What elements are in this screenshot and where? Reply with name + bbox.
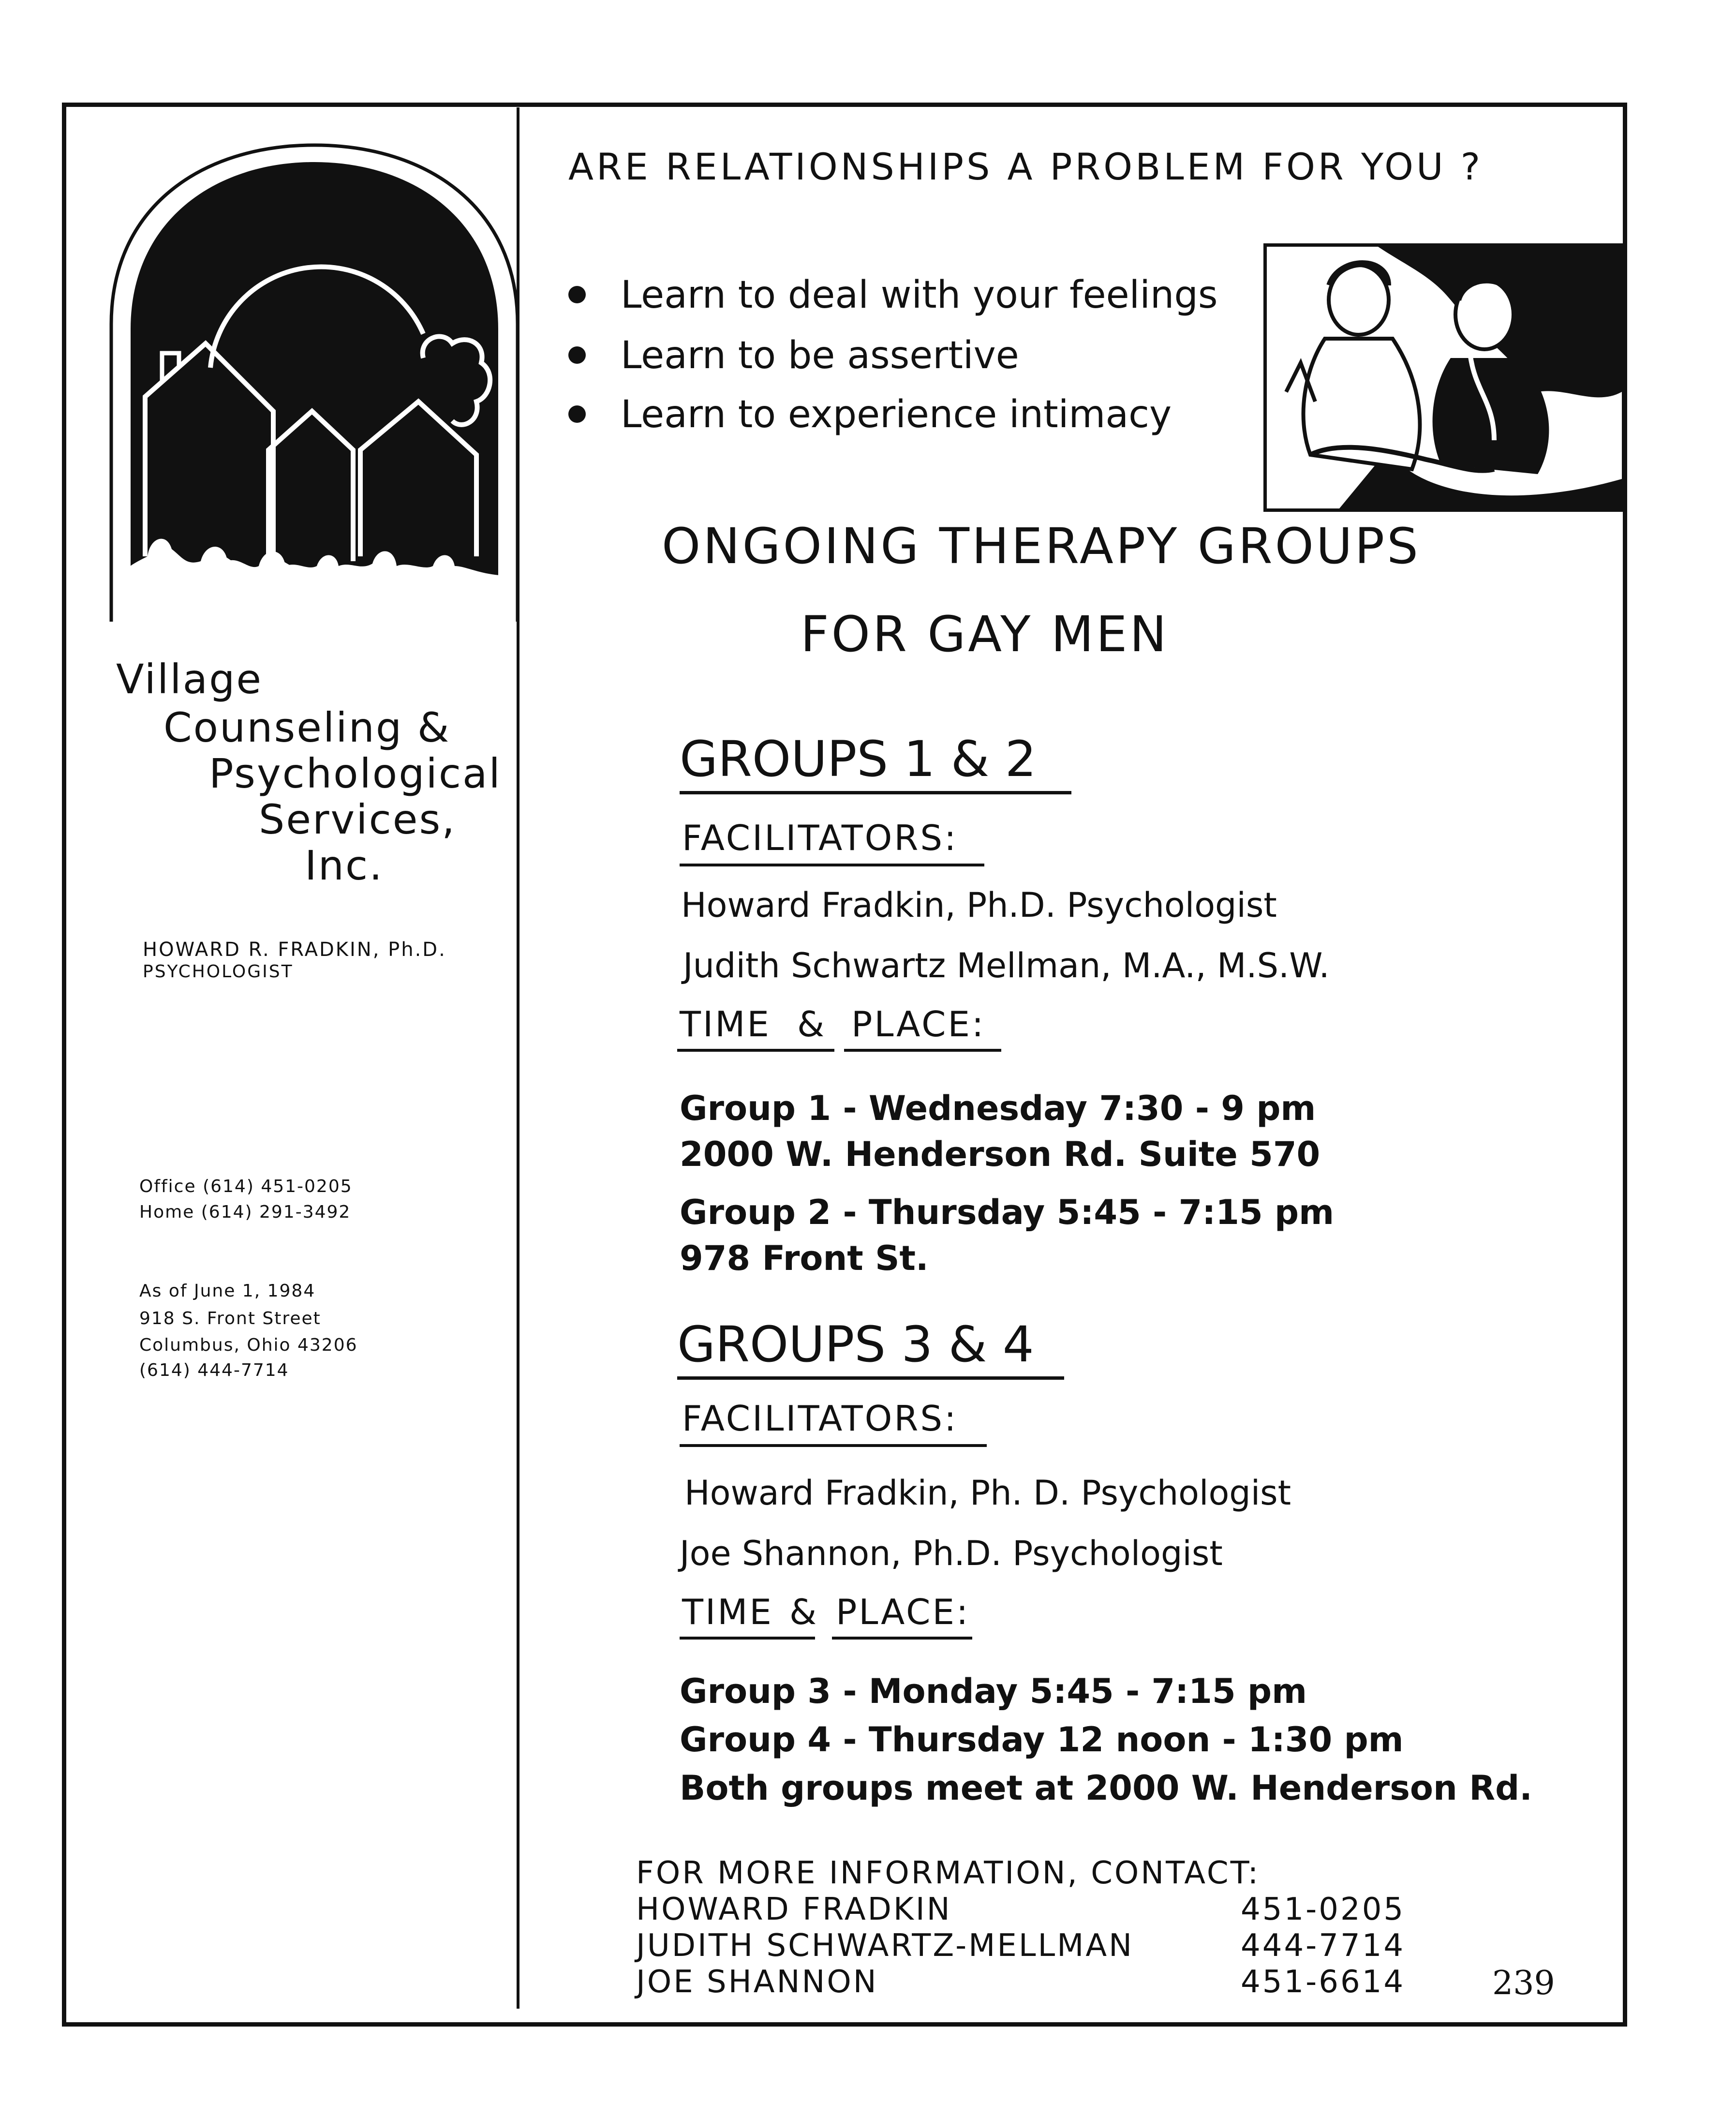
contact-name: JUDITH SCHWARTZ-MELLMAN [636,1928,1134,1964]
time-label: TIME [680,1004,771,1044]
org-name-line-5: Inc. [305,842,384,889]
org-name-line-4: Services, [259,796,456,843]
schedule-line: Group 3 - Monday 5:45 - 7:15 pm [680,1671,1307,1711]
facilitator-name: Howard Fradkin, Ph.D. Psychologist [681,885,1277,925]
contact-name: HOWARD FRADKIN [636,1892,952,1927]
schedule-line: Both groups meet at 2000 W. Henderson Rd. [680,1768,1532,1808]
schedule-line: 978 Front St. [680,1238,929,1278]
bullet-text: Learn to deal with your feelings [621,273,1218,317]
label-underline [832,1637,972,1640]
contact-phone: 451-6614 [1241,1964,1406,2000]
bullet-item [568,334,1019,377]
facilitator-name: Howard Fradkin, Ph. D. Psychologist [684,1473,1291,1513]
bullet-item [568,393,1172,436]
facilitator-name: Joe Shannon, Ph.D. Psychologist [680,1534,1223,1573]
heading-underline [677,1376,1064,1380]
place-label: PLACE: [851,1004,986,1044]
title-line-2: FOR GAY MEN [801,606,1169,663]
bullet-text: Learn to be assertive [621,334,1019,377]
schedule-line: 2000 W. Henderson Rd. Suite 570 [680,1134,1321,1174]
contact-name: JOE SHANNON [636,1964,878,2000]
label-underline [680,864,984,866]
home-phone: Home (614) 291-3492 [139,1202,351,1222]
psychologist-name: HOWARD R. FRADKIN, Ph.D. [143,939,446,961]
bullet-icon [568,405,586,423]
schedule-line: Group 2 - Thursday 5:45 - 7:15 pm [680,1193,1335,1232]
groups-3-4-heading: GROUPS 3 & 4 [677,1316,1034,1373]
ampersand: & [797,1004,827,1044]
time-label: TIME [682,1592,773,1632]
two-men-illustration [1263,243,1625,512]
label-underline [680,1444,987,1447]
label-underline [844,1049,1001,1052]
org-name-line-1: Village [116,656,263,703]
address-phone: (614) 444-7714 [139,1360,289,1380]
village-counseling-logo [109,140,520,624]
contact-heading: FOR MORE INFORMATION, CONTACT: [636,1855,1261,1891]
place-label: PLACE: [836,1592,970,1632]
psychologist-title: PSYCHOLOGIST [143,962,294,982]
headline: ARE RELATIONSHIPS A PROBLEM FOR YOU ? [568,145,1484,188]
contact-phone: 451-0205 [1241,1892,1406,1927]
office-phone: Office (614) 451-0205 [139,1177,353,1196]
title-line-1: ONGOING THERAPY GROUPS [662,518,1421,575]
facilitators-label: FACILITATORS: [682,1398,958,1439]
bullet-text: Learn to experience intimacy [621,393,1172,436]
org-name-line-3: Psychological [209,750,502,797]
illustration-drawing [1267,247,1622,508]
schedule-line: Group 4 - Thursday 12 noon - 1:30 pm [680,1720,1404,1760]
groups-1-2-heading: GROUPS 1 & 2 [680,731,1037,788]
address-street: 918 S. Front Street [139,1309,321,1328]
facilitators-label: FACILITATORS: [682,818,958,858]
bullet-icon [568,346,586,364]
heading-underline [680,791,1071,794]
page-number: 239 [1492,1964,1555,2002]
facilitator-name: Judith Schwartz Mellman, M.A., M.S.W. [683,946,1330,985]
label-underline [677,1049,834,1052]
address-city: Columbus, Ohio 43206 [139,1335,358,1355]
org-name-line-2: Counseling & [163,704,451,751]
as-of-date: As of June 1, 1984 [139,1281,316,1301]
contact-phone: 444-7714 [1241,1928,1406,1964]
label-underline [680,1637,815,1640]
schedule-line: Group 1 - Wednesday 7:30 - 9 pm [680,1089,1316,1128]
bullet-item [568,273,1217,317]
bullet-icon [568,286,586,303]
ampersand: & [789,1592,819,1632]
